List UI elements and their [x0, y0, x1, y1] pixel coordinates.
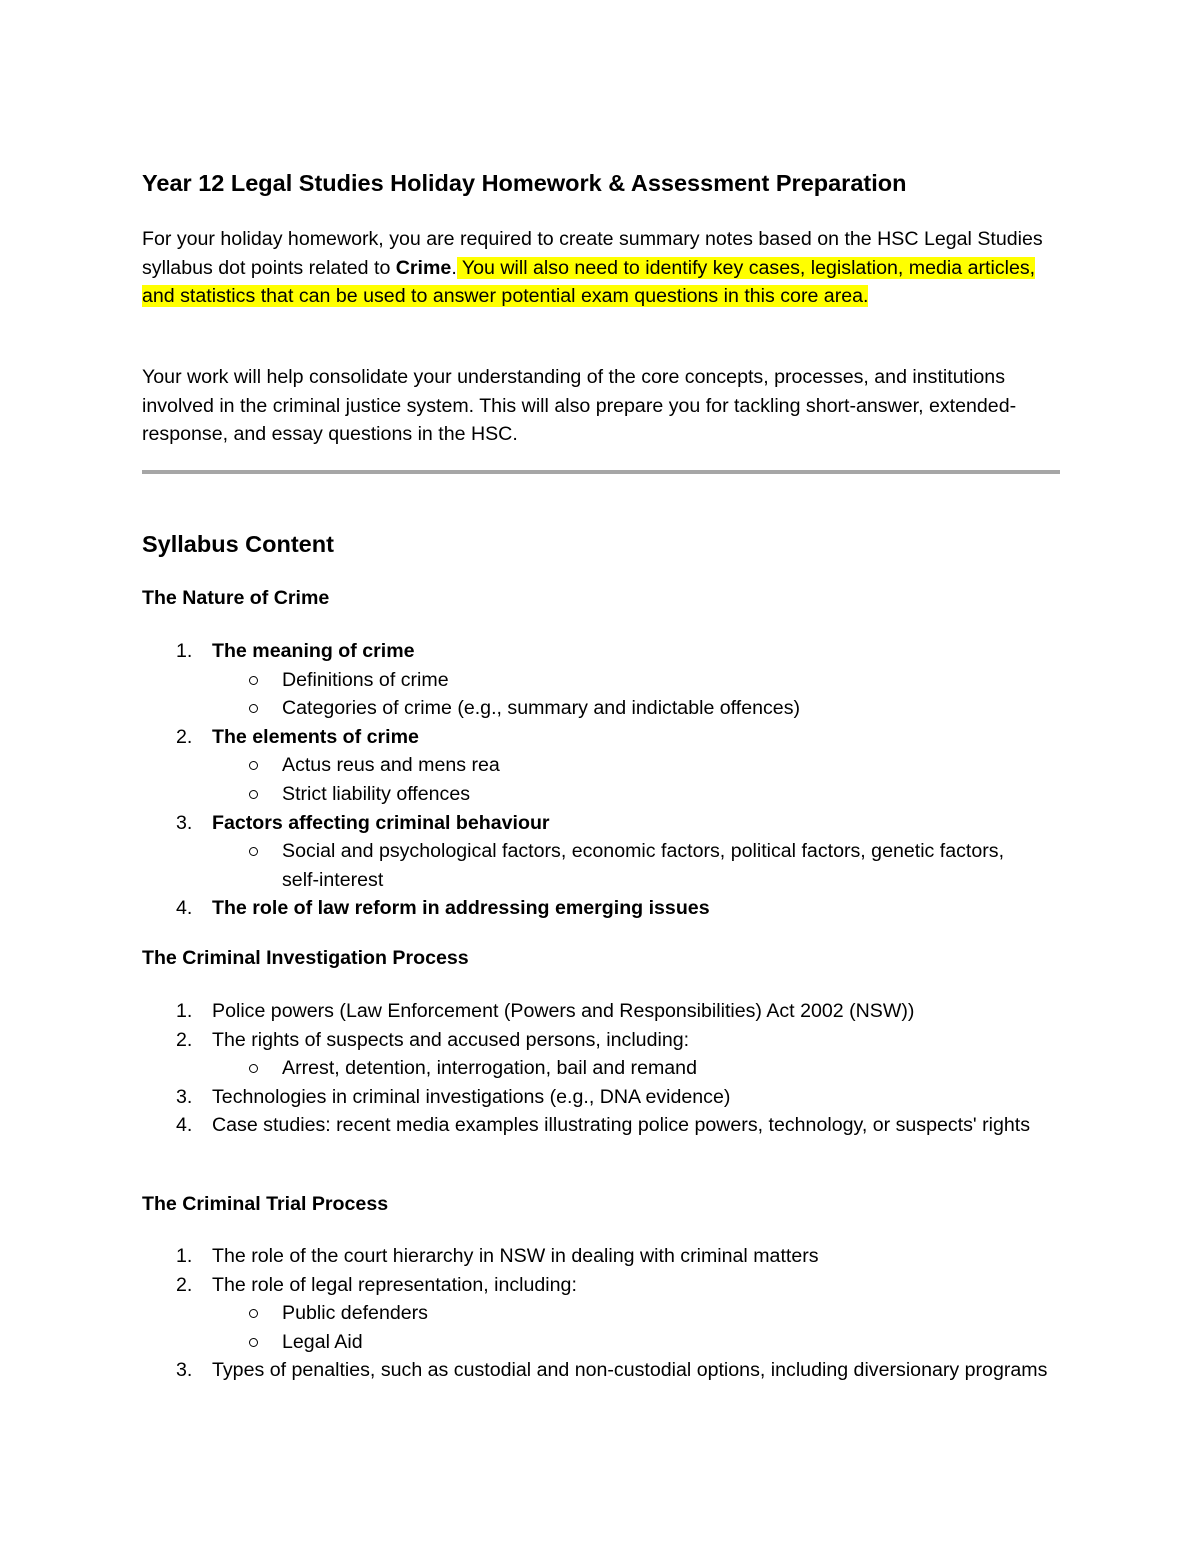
- numbered-list-criminal-investigation-process: [142, 997, 1060, 1140]
- numbered-list-nature-of-crime: [142, 637, 1060, 923]
- list-item-text: The role of the court hierarchy in NSW in dealing with criminal matters: [212, 1245, 819, 1267]
- list-number: 2.: [176, 725, 193, 748]
- sub-list-item-text: Strict liability offences: [282, 782, 471, 805]
- sub-list-item-text: Categories of crime (e.g., summary and indictable offences): [282, 697, 801, 720]
- list-item: [142, 1271, 1060, 1300]
- highlighted-text: You will also need to identify key cases, legislation, media articles, and statistics that can be used to answer potential exam questions in this core area.: [142, 256, 1036, 308]
- list-item-text: Types of penalties, such as custodial and non-custodial options, including diversionary programs: [212, 1359, 1048, 1382]
- hollow-bullet-icon: [249, 761, 258, 770]
- hollow-bullet-icon: [249, 790, 258, 799]
- intro-text: For your holiday homework, you are required to create summary notes based on the HSC Legal Studies syllabus dot points related to: [142, 228, 1043, 279]
- document-title: Year 12 Legal Studies Holiday Homework & Assessment Preparation: [142, 170, 907, 196]
- intro-paragraph: [142, 225, 1060, 311]
- section-heading-criminal-trial-process: The Criminal Trial Process: [142, 1193, 389, 1215]
- hollow-bullet-icon: [249, 847, 258, 856]
- list-item-text: The role of legal representation, including:: [212, 1273, 577, 1296]
- sub-list-item-text: Legal Aid: [282, 1330, 363, 1353]
- hollow-bullet-icon: [249, 1338, 258, 1347]
- list-item: [142, 1242, 1060, 1271]
- sub-list-item: [142, 1328, 1060, 1357]
- intro-period: .: [451, 256, 457, 279]
- list-item-text: The rights of suspects and accused persons, including:: [212, 1028, 690, 1051]
- hollow-bullet-icon: [249, 704, 258, 713]
- list-number: 4.: [176, 897, 193, 920]
- hollow-bullet-icon: [249, 676, 258, 685]
- list-number: 1.: [176, 1000, 193, 1022]
- list-number: 1.: [176, 1245, 193, 1267]
- list-item: [142, 1111, 1060, 1140]
- sub-list-item-text: Public defenders: [282, 1302, 428, 1325]
- sub-list-item: [142, 694, 1060, 723]
- hollow-bullet-icon: [249, 1309, 258, 1318]
- hollow-bullet-icon: [249, 1064, 258, 1073]
- list-item: [142, 1356, 1060, 1385]
- list-item: [142, 809, 1060, 838]
- list-number: 1.: [176, 640, 193, 662]
- syllabus-content-heading: Syllabus Content: [142, 531, 334, 557]
- section-heading-nature-of-crime: The Nature of Crime: [142, 587, 330, 609]
- list-item: [142, 997, 1060, 1026]
- list-item-text: Factors affecting criminal behaviour: [212, 811, 550, 834]
- list-item-text: Police powers (Law Enforcement (Powers and Responsibilities) Act 2002 (NSW)): [212, 1000, 915, 1022]
- list-number: 4.: [176, 1114, 193, 1137]
- list-item-text: Technologies in criminal investigations (e.g., DNA evidence): [212, 1085, 731, 1108]
- list-item-text: The elements of crime: [212, 725, 419, 748]
- numbered-list-criminal-trial-process: [142, 1242, 1060, 1385]
- list-number: 2.: [176, 1028, 193, 1051]
- sub-list-item-text: Social and psychological factors, economic factors, political factors, genetic factors, self-interest: [282, 840, 1005, 891]
- sub-list-item: [142, 837, 1060, 894]
- list-number: 3.: [176, 1085, 193, 1108]
- list-item: [142, 637, 1060, 666]
- purpose-paragraph: Your work will help consolidate your understanding of the core concepts, processes, and institutions involved in the criminal justice system. This will also prepare you for tackling short-answer, extended-response, and essay questions in the HSC.: [142, 366, 1017, 446]
- sub-list-item: [142, 666, 1060, 695]
- sub-list-item: [142, 751, 1060, 780]
- list-item: [142, 894, 1060, 923]
- intro-bold-crime: Crime: [395, 256, 452, 279]
- list-number: 3.: [176, 811, 193, 834]
- sub-list-item-text: Actus reus and mens rea: [282, 754, 500, 777]
- sub-list-item: [142, 780, 1060, 809]
- sub-list-item: [142, 1299, 1060, 1328]
- list-item-text: The role of law reform in addressing emerging issues: [212, 897, 710, 920]
- sub-list-item-text: Arrest, detention, interrogation, bail and remand: [282, 1057, 697, 1080]
- list-number: 3.: [176, 1359, 193, 1382]
- list-item: [142, 1083, 1060, 1112]
- list-item: [142, 1026, 1060, 1055]
- sub-list-item: [142, 1054, 1060, 1083]
- horizontal-divider: [142, 470, 1060, 474]
- sub-list-item-text: Definitions of crime: [282, 668, 449, 691]
- list-number: 2.: [176, 1273, 193, 1296]
- list-item-text: The meaning of crime: [212, 640, 415, 662]
- list-item-text: Case studies: recent media examples illustrating police powers, technology, or suspects' rights: [212, 1114, 1031, 1137]
- section-heading-criminal-investigation-process: The Criminal Investigation Process: [142, 947, 469, 969]
- list-item: [142, 723, 1060, 752]
